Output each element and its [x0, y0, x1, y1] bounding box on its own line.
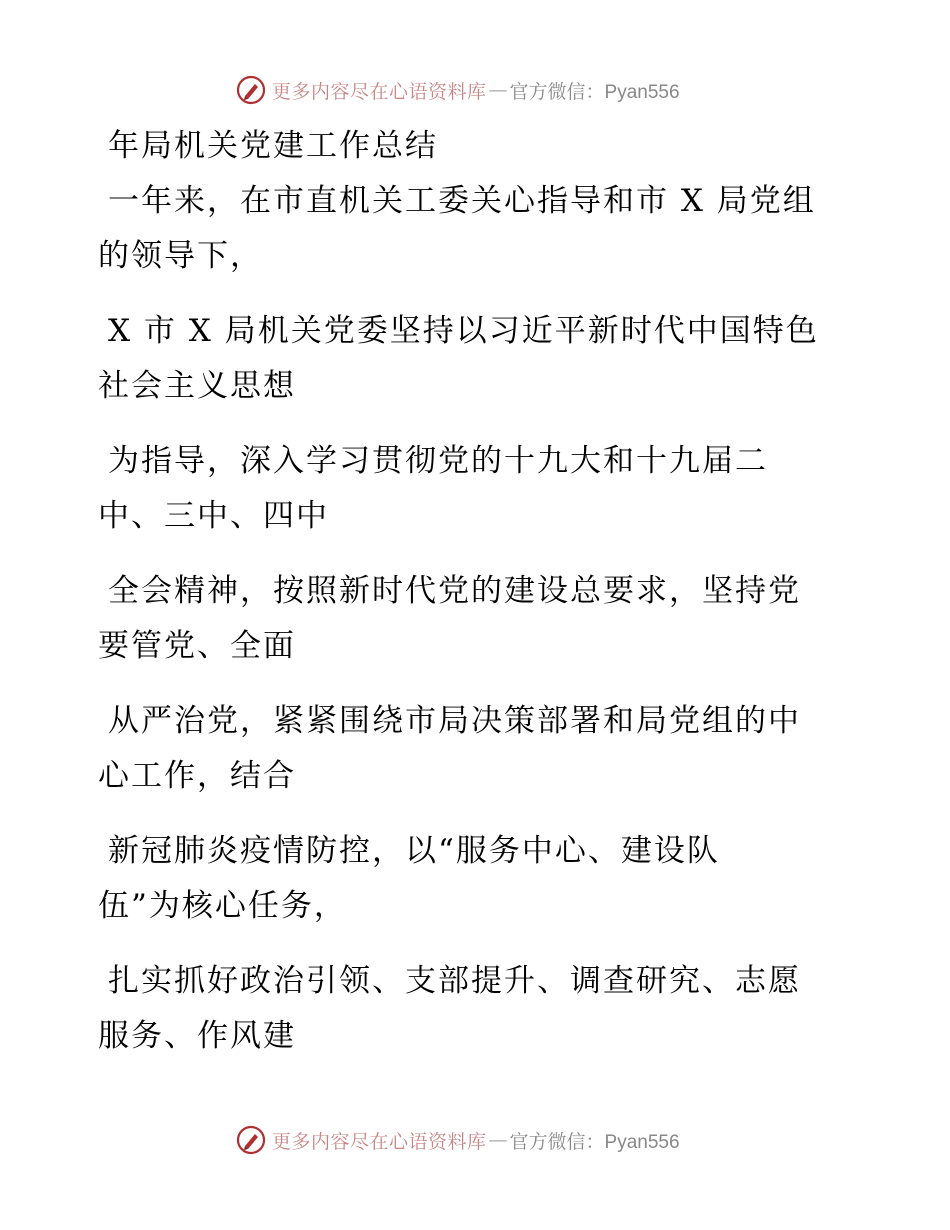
paragraph-line: 扎实抓好政治引领、支部提升、调查研究、志愿 — [108, 963, 801, 999]
paragraph-line: 中、三中、四中 — [98, 498, 329, 534]
watermark-separator: — — [488, 1129, 508, 1151]
paragraph-line: 服务、作风建 — [98, 1018, 296, 1054]
paragraph-line: 要管党、全面 — [98, 628, 296, 664]
document-body — [98, 122, 858, 1077]
watermark-header — [236, 72, 680, 108]
paragraph-line: X 市 X 局机关党委坚持以习近平新时代中国特色 — [108, 313, 819, 349]
paragraph-line: 社会主义思想 — [98, 368, 296, 404]
paragraph-line: 一年来，在市直机关工委关心指导和市 X 局党组 — [108, 183, 816, 219]
watermark-text: 更多内容尽在心语资料库 — [272, 80, 487, 103]
document-title: 年局机关党建工作总结 — [108, 128, 438, 164]
watermark-account: 官方微信：Pyan556 — [509, 81, 680, 103]
paragraph-line: 全会精神，按照新时代党的建设总要求，坚持党 — [108, 573, 801, 609]
paragraph-line: 心工作，结合 — [98, 758, 296, 794]
paragraph-line: 伍”为核心任务， — [98, 888, 347, 924]
pen-logo-icon — [236, 1125, 266, 1155]
watermark-account: 官方微信：Pyan556 — [509, 1131, 680, 1153]
watermark-footer — [236, 1122, 680, 1158]
pen-logo-icon — [236, 75, 266, 105]
paragraph-line: 新冠肺炎疫情防控，以“服务中心、建设队 — [108, 833, 720, 869]
paragraph-line: 为指导，深入学习贯彻党的十九大和十九届二 — [108, 443, 768, 479]
paragraph-line: 的领导下， — [98, 238, 263, 274]
watermark-text: 更多内容尽在心语资料库 — [272, 1130, 487, 1153]
watermark-separator: — — [488, 79, 508, 101]
paragraph-line: 从严治党，紧紧围绕市局决策部署和局党组的中 — [108, 703, 801, 739]
